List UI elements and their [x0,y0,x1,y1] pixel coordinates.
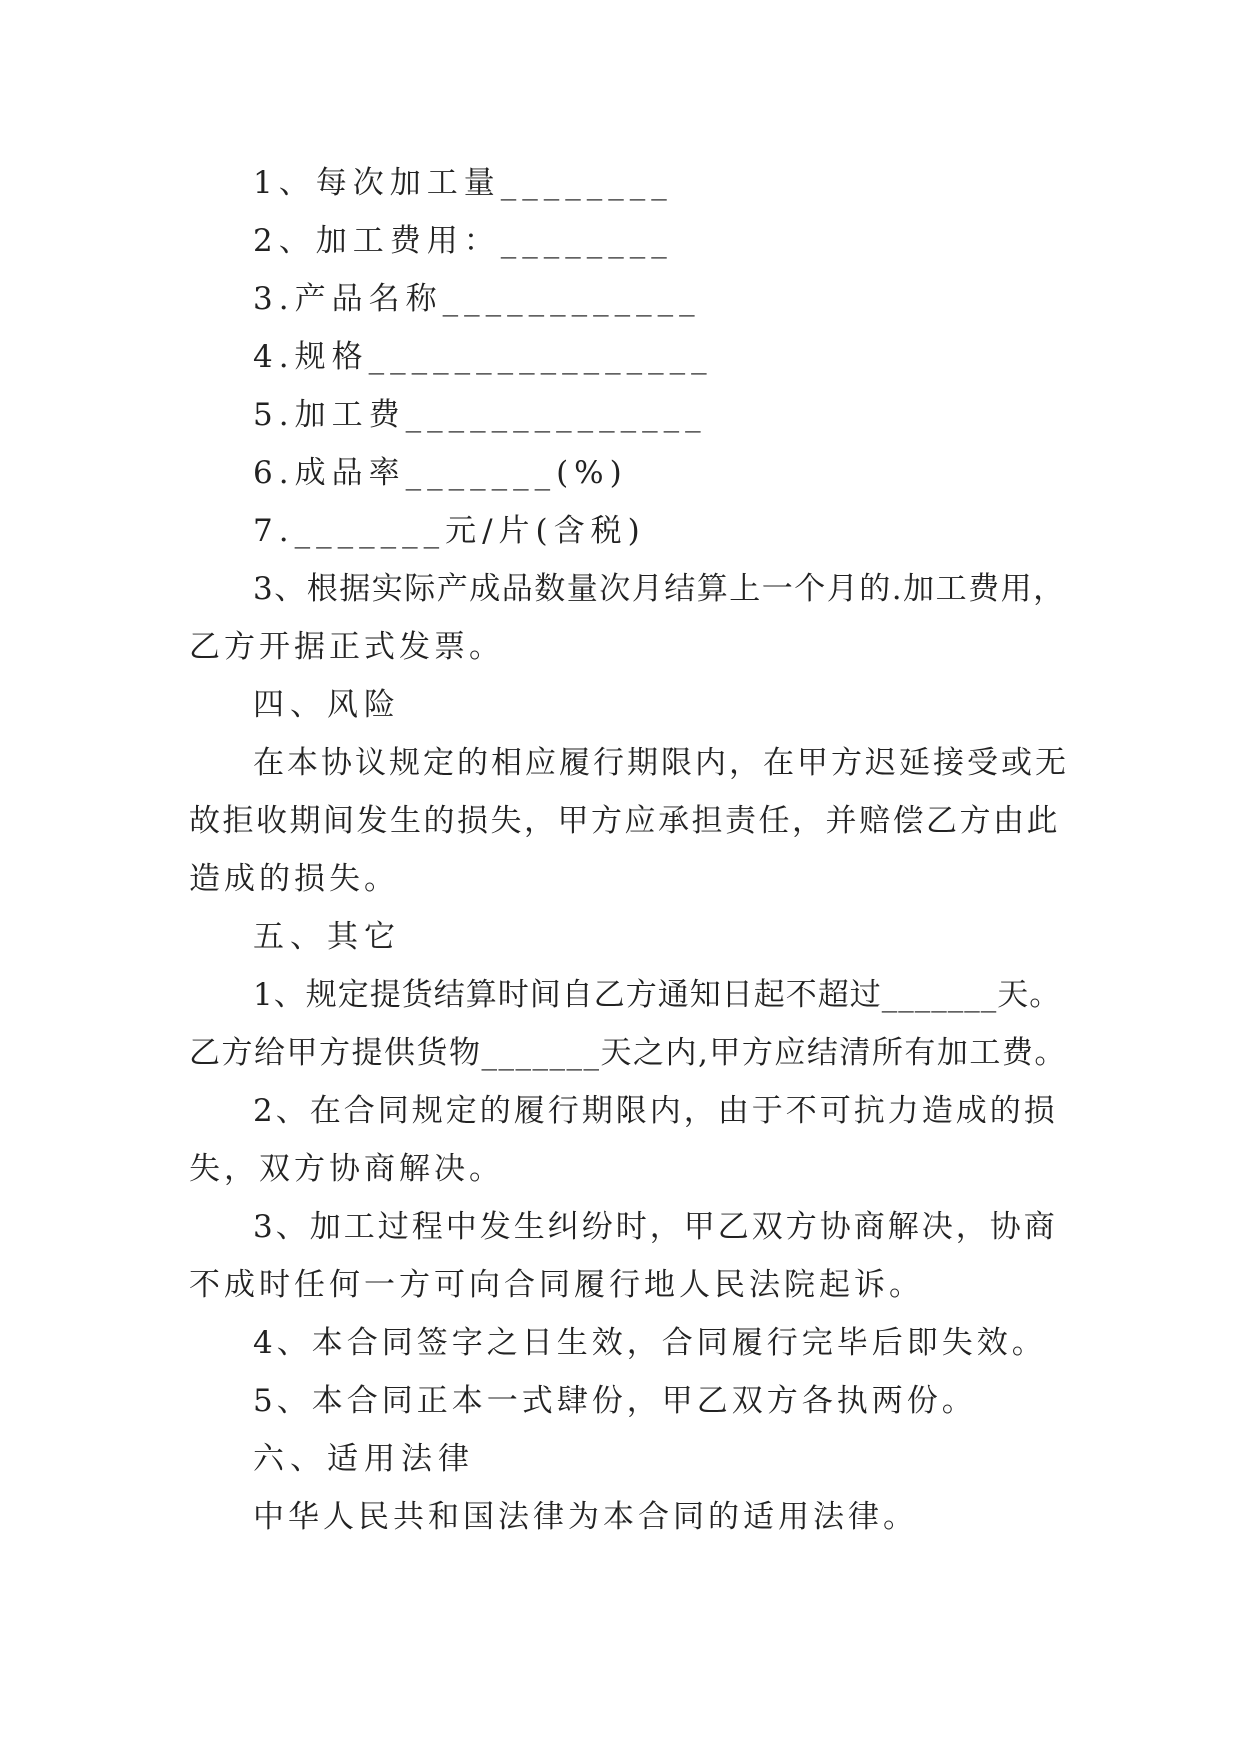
paragraph-risk-line-3: 造成的损失。 [189,861,399,897]
item-specification: 4.规格________________ [253,339,713,375]
clause-settlement-line-1: 3、根据实际产成品数量次月结算上一个月的.加工费用， [253,571,1066,607]
item-processing-cost: 2、加工费用：________ [253,223,673,259]
clause-other-3-line-1: 3、加工过程中发生纠纷时，甲乙双方协商解决，协商 [253,1209,1058,1245]
paragraph-applicable-law: 中华人民共和国法律为本合同的适用法律。 [253,1499,918,1535]
clause-other-4: 4、本合同签字之日生效，合同履行完毕后即失效。 [253,1325,1047,1361]
clause-other-1-line-2: 乙方给甲方提供货物_______天之内,甲方应结清所有加工费。 [189,1035,1067,1071]
document-body [189,154,1069,1546]
section-heading-risk: 四、风险 [253,687,401,723]
item-product-name: 3.产品名称____________ [253,281,701,317]
clause-other-5: 5、本合同正本一式肆份，甲乙双方各执两份。 [253,1383,977,1419]
clause-other-1-line-1: 1、规定提货结算时间自乙方通知日起不超过_______天。 [253,977,1062,1013]
section-heading-other: 五、其它 [253,919,401,955]
clause-other-3-line-2: 不成时任何一方可向合同履行地人民法院起诉。 [189,1267,924,1303]
item-processing-quantity: 1、每次加工量________ [253,165,673,201]
clause-other-2-line-2: 失，双方协商解决。 [189,1151,504,1187]
clause-other-2-line-1: 2、在合同规定的履行期限内，由于不可抗力造成的损 [253,1093,1058,1129]
item-yield-rate: 6.成品率_______(%) [253,455,628,491]
item-unit-price: 7._______元/片(含税) [253,513,646,549]
clause-settlement-line-2: 乙方开据正式发票。 [189,629,504,665]
paragraph-risk-line-2: 故拒收期间发生的损失，甲方应承担责任，并赔偿乙方由此 [189,803,1060,839]
paragraph-risk-line-1: 在本协议规定的相应履行期限内，在甲方迟延接受或无 [253,745,1069,781]
item-processing-fee: 5.加工费______________ [253,397,707,433]
section-heading-applicable-law: 六、适用法律 [253,1441,475,1477]
